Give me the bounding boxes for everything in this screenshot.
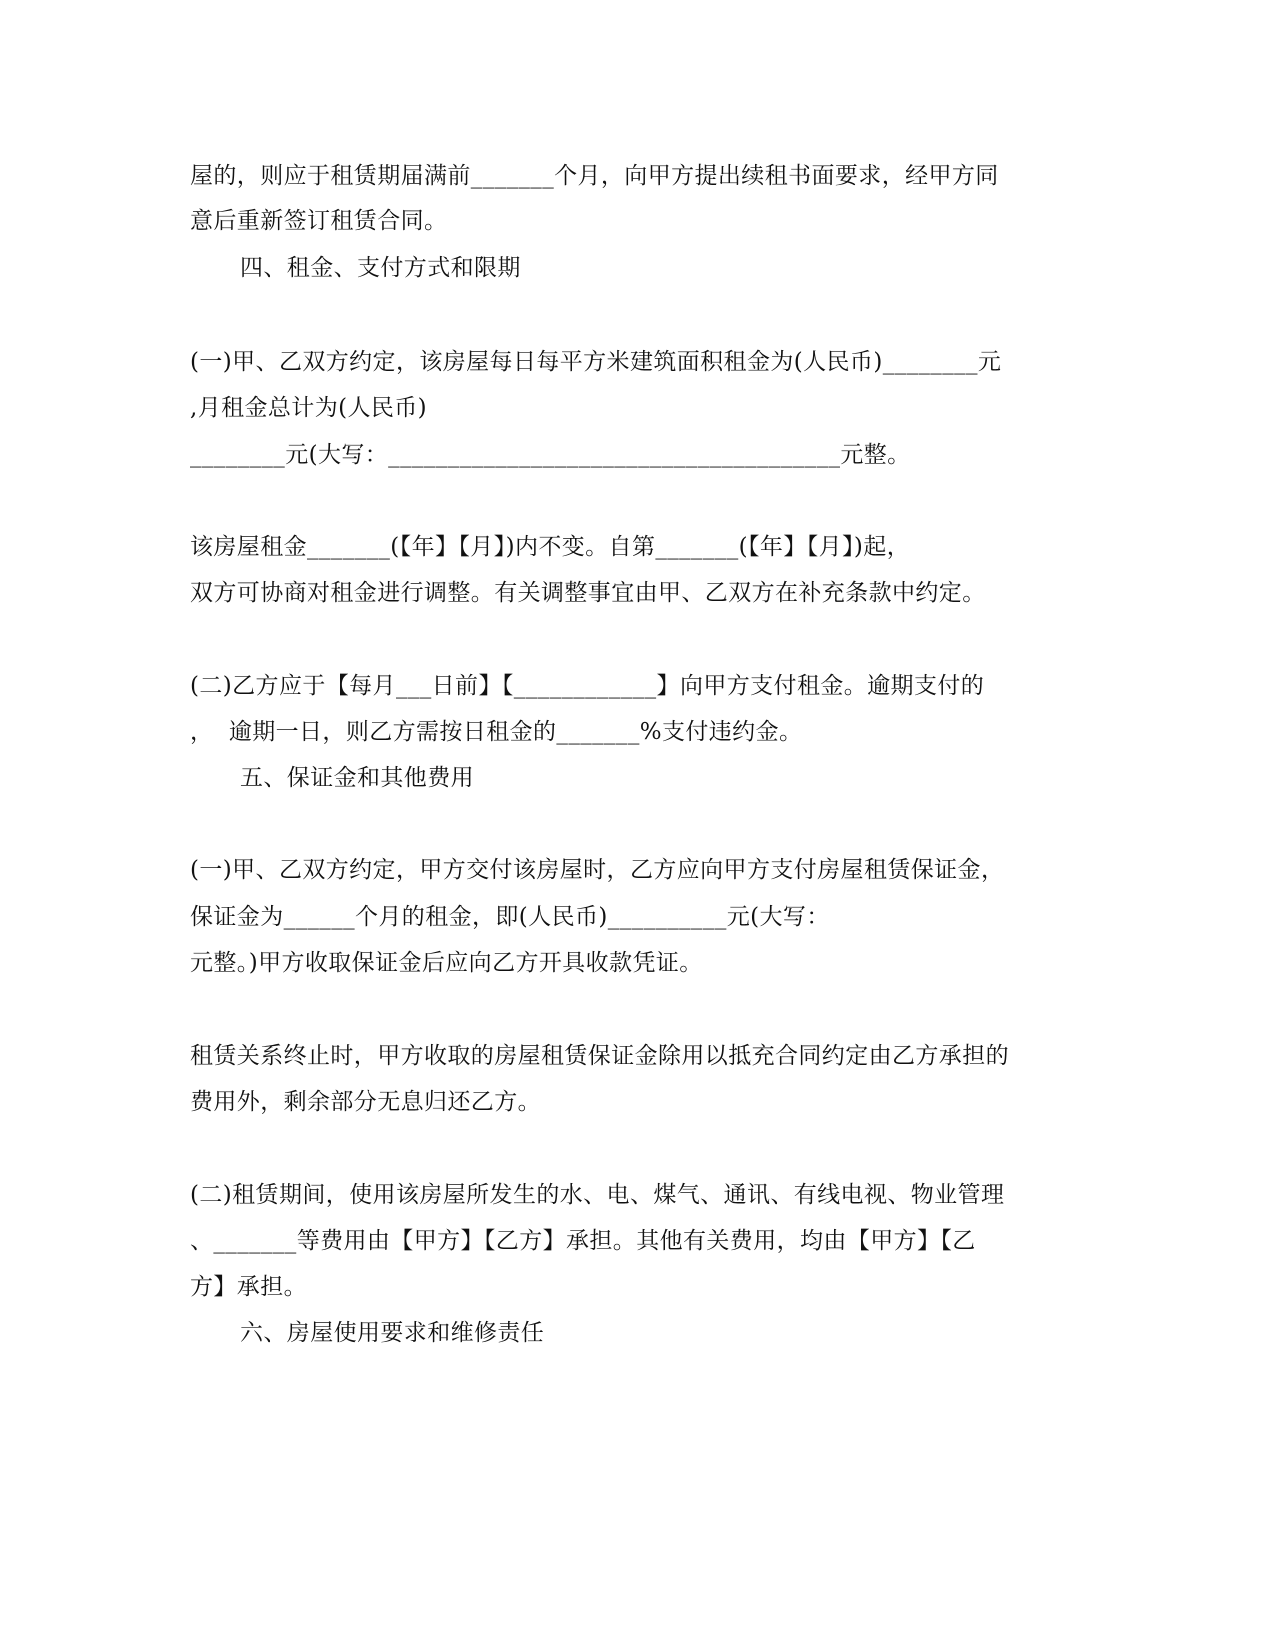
text-line: 租赁关系终止时，甲方收取的房屋租赁保证金除用以抵充合同约定由乙方承担的 (190, 1043, 1009, 1069)
text-line: 双方可协商对租金进行调整。有关调整事宜由甲、乙双方在补充条款中约定。 (190, 580, 986, 606)
text-line: 方】承担。 (190, 1274, 307, 1300)
text-line: ,月租金总计为(人民币) (190, 395, 428, 421)
text-line: 屋的，则应于租赁期届满前_______个月，向甲方提出续租书面要求，经甲方同 (190, 163, 999, 189)
text-line: (二)乙方应于【每月___日前】【____________】向甲方支付租金。逾期支付的 (190, 673, 985, 699)
text-line: 意后重新签订租赁合同。 (190, 208, 448, 234)
text-line: 、_______等费用由【甲方】【乙方】承担。其他有关费用，均由【甲方】【乙 (190, 1228, 976, 1254)
text-line: 元整。)甲方收取保证金后应向乙方开具收款凭证。 (190, 950, 703, 976)
text-line: ， 逾期一日，则乙方需按日租金的_______%支付违约金。 (190, 719, 803, 745)
text-line: 费用外，剩余部分无息归还乙方。 (190, 1089, 541, 1115)
section-heading: 五、保证金和其他费用 (240, 765, 474, 791)
text-line: (一)甲、乙双方约定，该房屋每日每平方米建筑面积租金为(人民币)________元 (190, 349, 1002, 375)
text-line: (一)甲、乙双方约定，甲方交付该房屋时，乙方应向甲方支付房屋租赁保证金， (190, 857, 1005, 883)
section-heading: 四、租金、支付方式和限期 (240, 255, 521, 281)
text-line: ________元(大写：______________________________________元整。 (190, 442, 911, 468)
text-line: 该房屋租金_______(【年】【月】)内不变。自第_______(【年】【月】)起， (190, 534, 911, 560)
section-heading: 六、房屋使用要求和维修责任 (240, 1320, 545, 1346)
text-line: 保证金为______个月的租金，即(人民币)__________元(大写： (190, 904, 830, 930)
text-line: (二)租赁期间，使用该房屋所发生的水、电、煤气、通讯、有线电视、物业管理 (190, 1182, 1005, 1208)
